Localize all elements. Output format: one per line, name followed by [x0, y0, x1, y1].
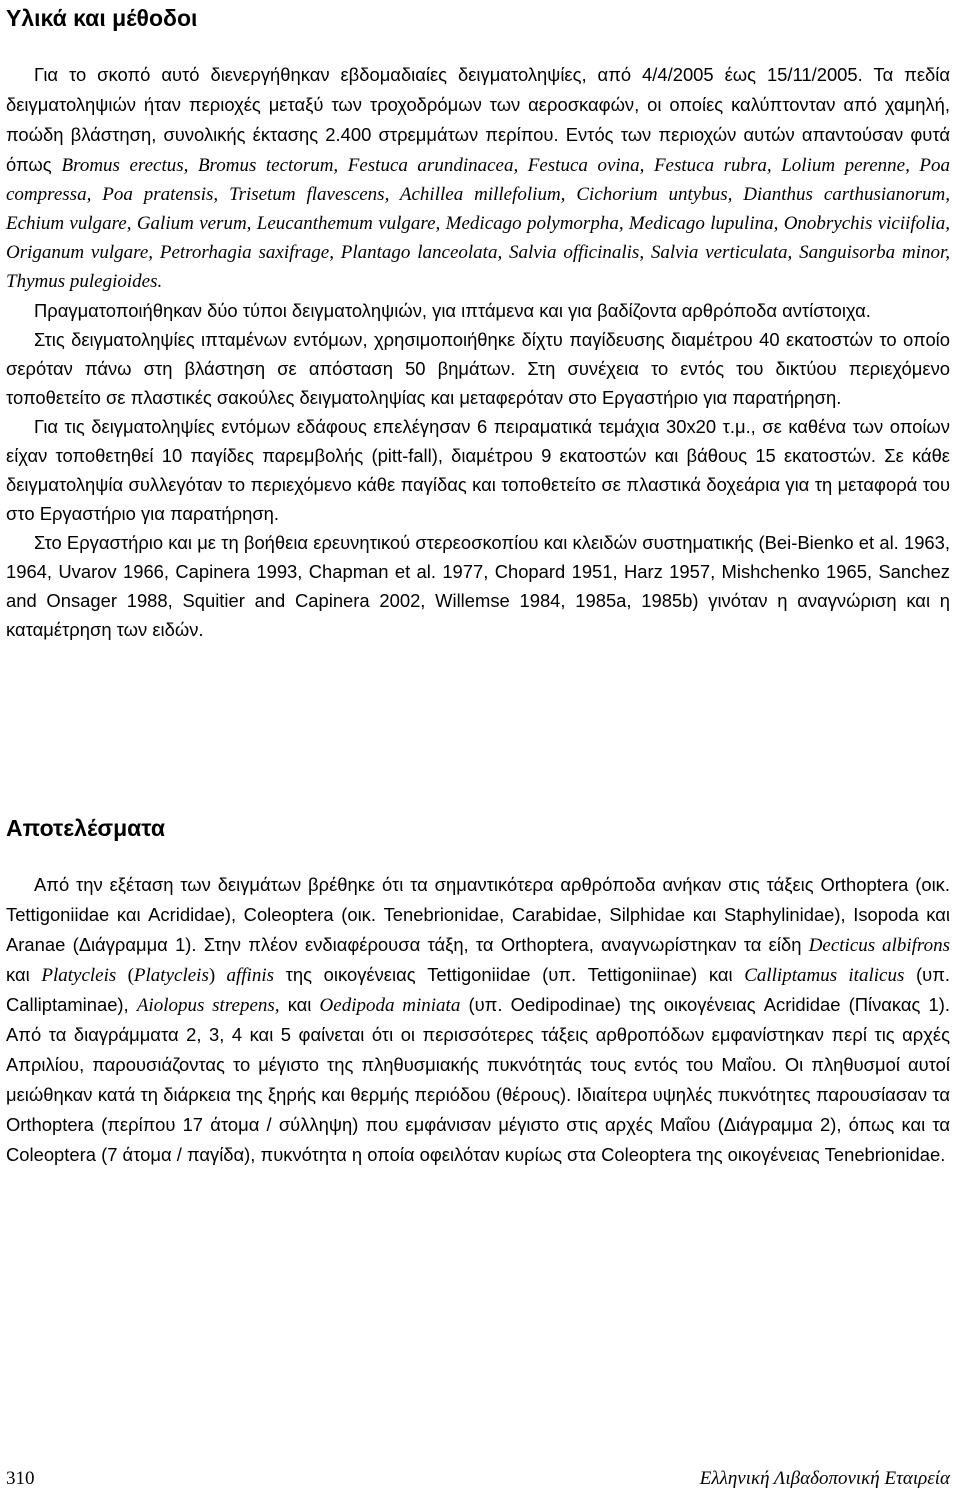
species-decticus: Decticus albifrons	[808, 935, 950, 956]
methods-paragraph-5: Στο Εργαστήριο και με τη βοήθεια ερευνητικού στερεοσκοπίου και κλειδών συστηματικής (Bei-Bienko et al. 1963, 1964, Uvarov 1966, Capinera 1993, Chapman et al. 1977, Chopard 1951, Harz 1957, Mishchenko 1965, Sanchez and Onsager 1988, Squitier and Capinera 2002, Willemse 1984, 1985a, 1985b) γινόταν η αναγνώριση και η καταμέτρηση των ειδών.	[6, 532, 950, 640]
plant-species-list: Bromus erectus, Bromus tectorum, Festuca arundinacea, Festuca ovina, Festuca rubra, Lolium perenne, Poa compressa, Poa pratensis, Trisetum flavescens, Achillea millefolium, Cichorium untybus, Dianthus carthusianorum, Echium vulgare, Galium verum, Leucanthemum vulgare, Medicago polymorpha, Medicago lupulina, Onobrychis viciifolia, Origanum vulgare, Petrorhagia saxifrage, Plantago lanceolata, Salvia officinalis, Salvia verticulata, Sanguisorba minor, Thymus pulegioides.	[6, 155, 950, 292]
results-text-3: (	[116, 965, 134, 986]
results-text-8: (υπ. Oedipodinae) της οικογένειας Acrididae (Πίνακας 1). Από τα διαγράμματα 2, 3, 4 και 5 φαίνεται ότι οι περισσότερες τάξεις αρθροπόδων εμφανίστηκαν περί τις αρχές Απριλίου, παρουσιάζοντας το μέγιστο της πληθυσμιακής πυκνότητάς τους εντός του Μαΐου. Οι πληθυσμοί αυτοί μειώθηκαν κατά τη διάρκεια της ξηρής και θερμής περιόδου (θέρους). Ιδιαίτερα υψηλές πυκνότητες παρουσίασαν τα Orthoptera (περίπου 17 άτομα / σύλληψη) που εμφάνισαν μέγιστο στις αρχές Μαΐου (Διάγραμμα 2), όπως και τα Coleoptera (7 άτομα / παγίδα), πυκνότητα η οποία οφειλόταν κυρίως στα Coleoptera της οικογένειας Tenebrionidae.	[6, 994, 950, 1165]
methods-paragraph-2: Πραγματοποιήθηκαν δύο τύποι δειγματοληψιών, για ιπτάμενα και για βαδίζοντα αρθρόποδα αντίστοιχα.	[34, 300, 871, 321]
species-affinis: affinis	[226, 965, 274, 986]
results-paragraph	[6, 870, 950, 1170]
journal-name: Ελληνική Λιβαδοπονική Εταιρεία	[699, 1468, 950, 1489]
methods-heading: Υλικά και μέθοδοι	[6, 5, 198, 31]
species-oedipoda: Oedipoda miniata	[319, 995, 461, 1016]
results-body	[6, 870, 950, 1170]
results-text-6: (υπ. Calliptaminae),	[6, 964, 951, 1015]
results-text-2: και	[6, 964, 42, 985]
methods-paragraph-1	[6, 60, 950, 296]
species-aiolopus: Aiolopus strepens,	[136, 995, 280, 1016]
results-text-5: της οικογένειας Tettigoniidae (υπ. Tettigoniinae) και	[274, 964, 745, 985]
methods-body	[6, 60, 950, 644]
methods-paragraph-4: Για τις δειγματοληψίες εντόμων εδάφους επελέγησαν 6 πειραματικά τεμάχια 30x20 τ.μ., σε καθένα των οποίων είχαν τοποθετηθεί 10 παγίδες παρεμβολής (pitt-fall), διαμέτρου 9 εκατοστών και βάθους 15 εκατοστών. Σε κάθε δειγματοληψία συλλεγόταν το περιεχόμενο κάθε παγίδας και τοποθετείτο σε πλαστικά δοχεάρια για τη μεταφορά του στο Εργαστήριο για παρατήρηση.	[6, 416, 950, 524]
species-platycleis-genus: Platycleis	[41, 965, 117, 986]
results-text-4: )	[208, 965, 227, 986]
page-footer	[6, 1466, 950, 1492]
results-heading: Αποτελέσματα	[6, 815, 166, 841]
methods-paragraph-3: Στις δειγματοληψίες ιπταμένων εντόμων, χρησιμοποιήθηκε δίχτυ παγίδευσης διαμέτρου 40 εκατοστών το οποίο σερόταν πάνω στη βλάστηση σε απόσταση 50 βημάτων. Στη συνέχεια το εντός του δικτύου περιεχόμενο τοποθετείτο σε πλαστικές σακούλες δειγματοληψίας και μεταφερόταν στο Εργαστήριο για παρατήρηση.	[6, 329, 950, 408]
results-text-7: και	[279, 994, 320, 1015]
species-calliptamus: Calliptamus italicus	[744, 965, 905, 986]
methods-p1-text: Για το σκοπό αυτό διενεργήθηκαν εβδομαδιαίες δειγματοληψίες, από 4/4/2005 έως 15/11/2005. Τα πεδία δειγματοληψιών ήταν περιοχές μεταξύ των τροχοδρόμων των αεροσκαφών, οι οποίες καλύπτονταν από χαμηλή, ποώδη βλάστηση, συνολικής έκτασης 2.400 στρεμμάτων περίπου. Εντός των περιοχών αυτών απαντούσαν φυτά όπως	[6, 64, 950, 175]
species-platycleis-subgenus: Platycleis	[133, 965, 209, 986]
results-text-1: Από την εξέταση των δειγμάτων βρέθηκε ότι τα σημαντικότερα αρθρόποδα ανήκαν στις τάξεις Orthoptera (οικ. Tettigoniidae και Acrididae), Coleoptera (οικ. Tenebrionidae, Carabidae, Silphidae και Staphylinidae), Isopoda και Aranae (Διάγραμμα 1). Στην πλέον ενδιαφέρουσα τάξη, τα Orthoptera, αναγνωρίστηκαν τα είδη	[6, 874, 950, 955]
document-page	[6, 0, 950, 1500]
page-number: 310	[6, 1468, 35, 1489]
